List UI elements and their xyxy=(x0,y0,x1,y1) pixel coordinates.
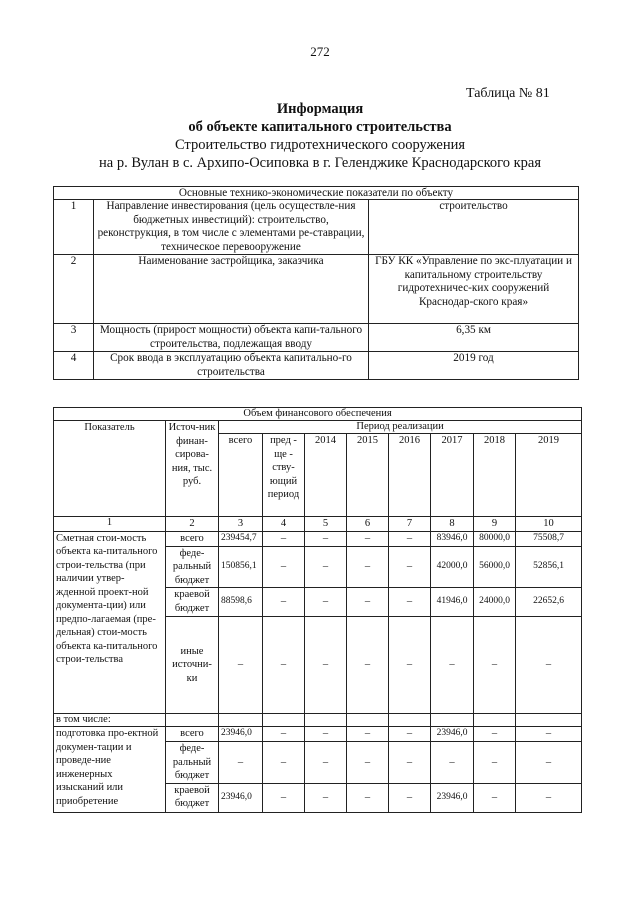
subtotal-label: в том числе: xyxy=(54,714,166,727)
cell-total: 239454,7 xyxy=(219,531,263,546)
cell-2015: – xyxy=(347,588,389,617)
table-row xyxy=(54,200,579,255)
cell-2016: – xyxy=(389,783,431,812)
cell-2019: – xyxy=(516,742,582,784)
cell-prev: – xyxy=(263,617,305,714)
col-number: 3 xyxy=(219,517,263,532)
col-year: 2019 xyxy=(516,434,582,517)
col-year: 2017 xyxy=(431,434,474,517)
group2-label: подготовка про-ектной докумен-тации и проведе-ние инженерных изысканий или приобретение xyxy=(54,727,166,813)
col-year: 2018 xyxy=(474,434,516,517)
cell-2016: – xyxy=(389,727,431,742)
col-number: 7 xyxy=(389,517,431,532)
tech-row-value: ГБУ КК «Управление по экс-плуатации и капитальному строительству гидротехничес-ких сооружений Краснодар-ского края» xyxy=(369,255,579,324)
cell-2015: – xyxy=(347,742,389,784)
cell-2017: 41946,0 xyxy=(431,588,474,617)
cell-prev: – xyxy=(263,783,305,812)
cell-source: иные источни-ки xyxy=(166,617,219,714)
title-line-4: на р. Вулан в с. Архипо-Осиповка в г. Геленджике Краснодарского края xyxy=(99,155,541,171)
col-source: Источ-ник финан-сирова-ния, тыс. руб. xyxy=(166,421,219,517)
cell-2016: – xyxy=(389,742,431,784)
tech-row-num: 4 xyxy=(54,352,94,380)
col-total: всего xyxy=(219,434,263,517)
cell-prev: – xyxy=(263,546,305,588)
col-number: 2 xyxy=(166,517,219,532)
table-row xyxy=(54,324,579,352)
title-line-1: Информация xyxy=(276,101,364,117)
col-period: Период реализации xyxy=(219,421,582,434)
col-number: 5 xyxy=(305,517,347,532)
cell-prev: – xyxy=(263,588,305,617)
col-number: 10 xyxy=(516,517,582,532)
cell-2019: – xyxy=(516,783,582,812)
cell-2014: – xyxy=(305,727,347,742)
table-row xyxy=(54,727,582,742)
cell-2017: – xyxy=(431,617,474,714)
cell-total: 23946,0 xyxy=(219,783,263,812)
cell-total: 150856,1 xyxy=(219,546,263,588)
cell-2016: – xyxy=(389,617,431,714)
col-year: 2015 xyxy=(347,434,389,517)
title-line-2: об объекте капитального строительства xyxy=(188,119,452,135)
tech-row-label: Срок ввода в эксплуатацию объекта капитально-го строительства xyxy=(94,352,369,380)
cell-2019: 52856,1 xyxy=(516,546,582,588)
fin-header: Объем финансового обеспечения xyxy=(54,408,582,421)
cell-source: всего xyxy=(166,531,219,546)
cell-source: всего xyxy=(166,727,219,742)
cell-total: – xyxy=(219,617,263,714)
cell-total: 23946,0 xyxy=(219,727,263,742)
col-number: 1 xyxy=(54,517,166,532)
cell-2018: – xyxy=(474,727,516,742)
tech-row-value: строительство xyxy=(369,200,579,255)
table-row xyxy=(54,517,582,532)
cell-2018: 24000,0 xyxy=(474,588,516,617)
cell-2017: 23946,0 xyxy=(431,727,474,742)
col-number: 6 xyxy=(347,517,389,532)
cell-2019: 75508,7 xyxy=(516,531,582,546)
cell-2019: – xyxy=(516,617,582,714)
cell-2014: – xyxy=(305,588,347,617)
col-number: 4 xyxy=(263,517,305,532)
page-number: 272 xyxy=(310,44,330,59)
cell-2015: – xyxy=(347,546,389,588)
cell-2014: – xyxy=(305,531,347,546)
cell-2015: – xyxy=(347,727,389,742)
col-indicator: Показатель xyxy=(54,421,166,517)
cell-2016: – xyxy=(389,588,431,617)
cell-2018: 56000,0 xyxy=(474,546,516,588)
tech-row-value: 6,35 км xyxy=(369,324,579,352)
tech-row-value: 2019 год xyxy=(369,352,579,380)
group1-label: Сметная стои-мость объекта ка-питального строи-тельства (при наличии утвер-жденной проект-ной документа-ции) или предпо-лагаемая (пре-дельная) стои-мость объекта ка-питального строи-тельства xyxy=(54,531,166,714)
table-row xyxy=(54,255,579,324)
cell-2019: 22652,6 xyxy=(516,588,582,617)
tech-header: Основные технико-экономические показатели по объекту xyxy=(54,187,579,200)
cell-2015: – xyxy=(347,617,389,714)
cell-source: краевой бюджет xyxy=(166,588,219,617)
cell-2015: – xyxy=(347,783,389,812)
table-row xyxy=(54,408,582,421)
tech-row-label: Направление инвестирования (цель осуществле-ния бюджетных инвестиций): строительство, реконструкция, в том числе с элементами ре-ставрации, техническое перевооружение xyxy=(94,200,369,255)
table-row xyxy=(54,531,582,546)
tech-row-num: 3 xyxy=(54,324,94,352)
cell-2014: – xyxy=(305,546,347,588)
col-prev: пред - ще - ству-ющий период xyxy=(263,434,305,517)
cell-2018: – xyxy=(474,783,516,812)
title-line-3: Строительство гидротехнического сооружения xyxy=(174,137,466,153)
table-row xyxy=(54,187,579,200)
cell-2016: – xyxy=(389,546,431,588)
cell-2014: – xyxy=(305,742,347,784)
cell-total: – xyxy=(219,742,263,784)
cell-2018: – xyxy=(474,617,516,714)
cell-2015: – xyxy=(347,531,389,546)
cell-prev: – xyxy=(263,531,305,546)
cell-source: феде-ральный бюджет xyxy=(166,546,219,588)
cell-2017: 83946,0 xyxy=(431,531,474,546)
col-year: 2014 xyxy=(305,434,347,517)
cell-2018: 80000,0 xyxy=(474,531,516,546)
cell-2017: – xyxy=(431,742,474,784)
financing-table xyxy=(53,407,582,813)
cell-source: краевой бюджет xyxy=(166,783,219,812)
table-row xyxy=(54,714,582,727)
cell-total: 88598,6 xyxy=(219,588,263,617)
table-label: Таблица № 81 xyxy=(466,86,550,101)
cell-prev: – xyxy=(263,742,305,784)
title-block xyxy=(0,100,640,172)
tech-row-label: Мощность (прирост мощности) объекта капи-тального строительства, подлежащая вводу xyxy=(94,324,369,352)
cell-2014: – xyxy=(305,617,347,714)
table-row xyxy=(54,352,579,380)
cell-2019: – xyxy=(516,727,582,742)
cell-prev: – xyxy=(263,727,305,742)
col-year: 2016 xyxy=(389,434,431,517)
cell-2016: – xyxy=(389,531,431,546)
cell-2014: – xyxy=(305,783,347,812)
col-number: 8 xyxy=(431,517,474,532)
tech-indicators-table xyxy=(53,186,579,380)
cell-2017: 23946,0 xyxy=(431,783,474,812)
col-number: 9 xyxy=(474,517,516,532)
tech-row-num: 1 xyxy=(54,200,94,255)
tech-row-num: 2 xyxy=(54,255,94,324)
tech-row-label: Наименование застройщика, заказчика xyxy=(94,255,369,324)
cell-2017: 42000,0 xyxy=(431,546,474,588)
cell-2018: – xyxy=(474,742,516,784)
table-row xyxy=(54,421,582,434)
cell-source: феде-ральный бюджет xyxy=(166,742,219,784)
